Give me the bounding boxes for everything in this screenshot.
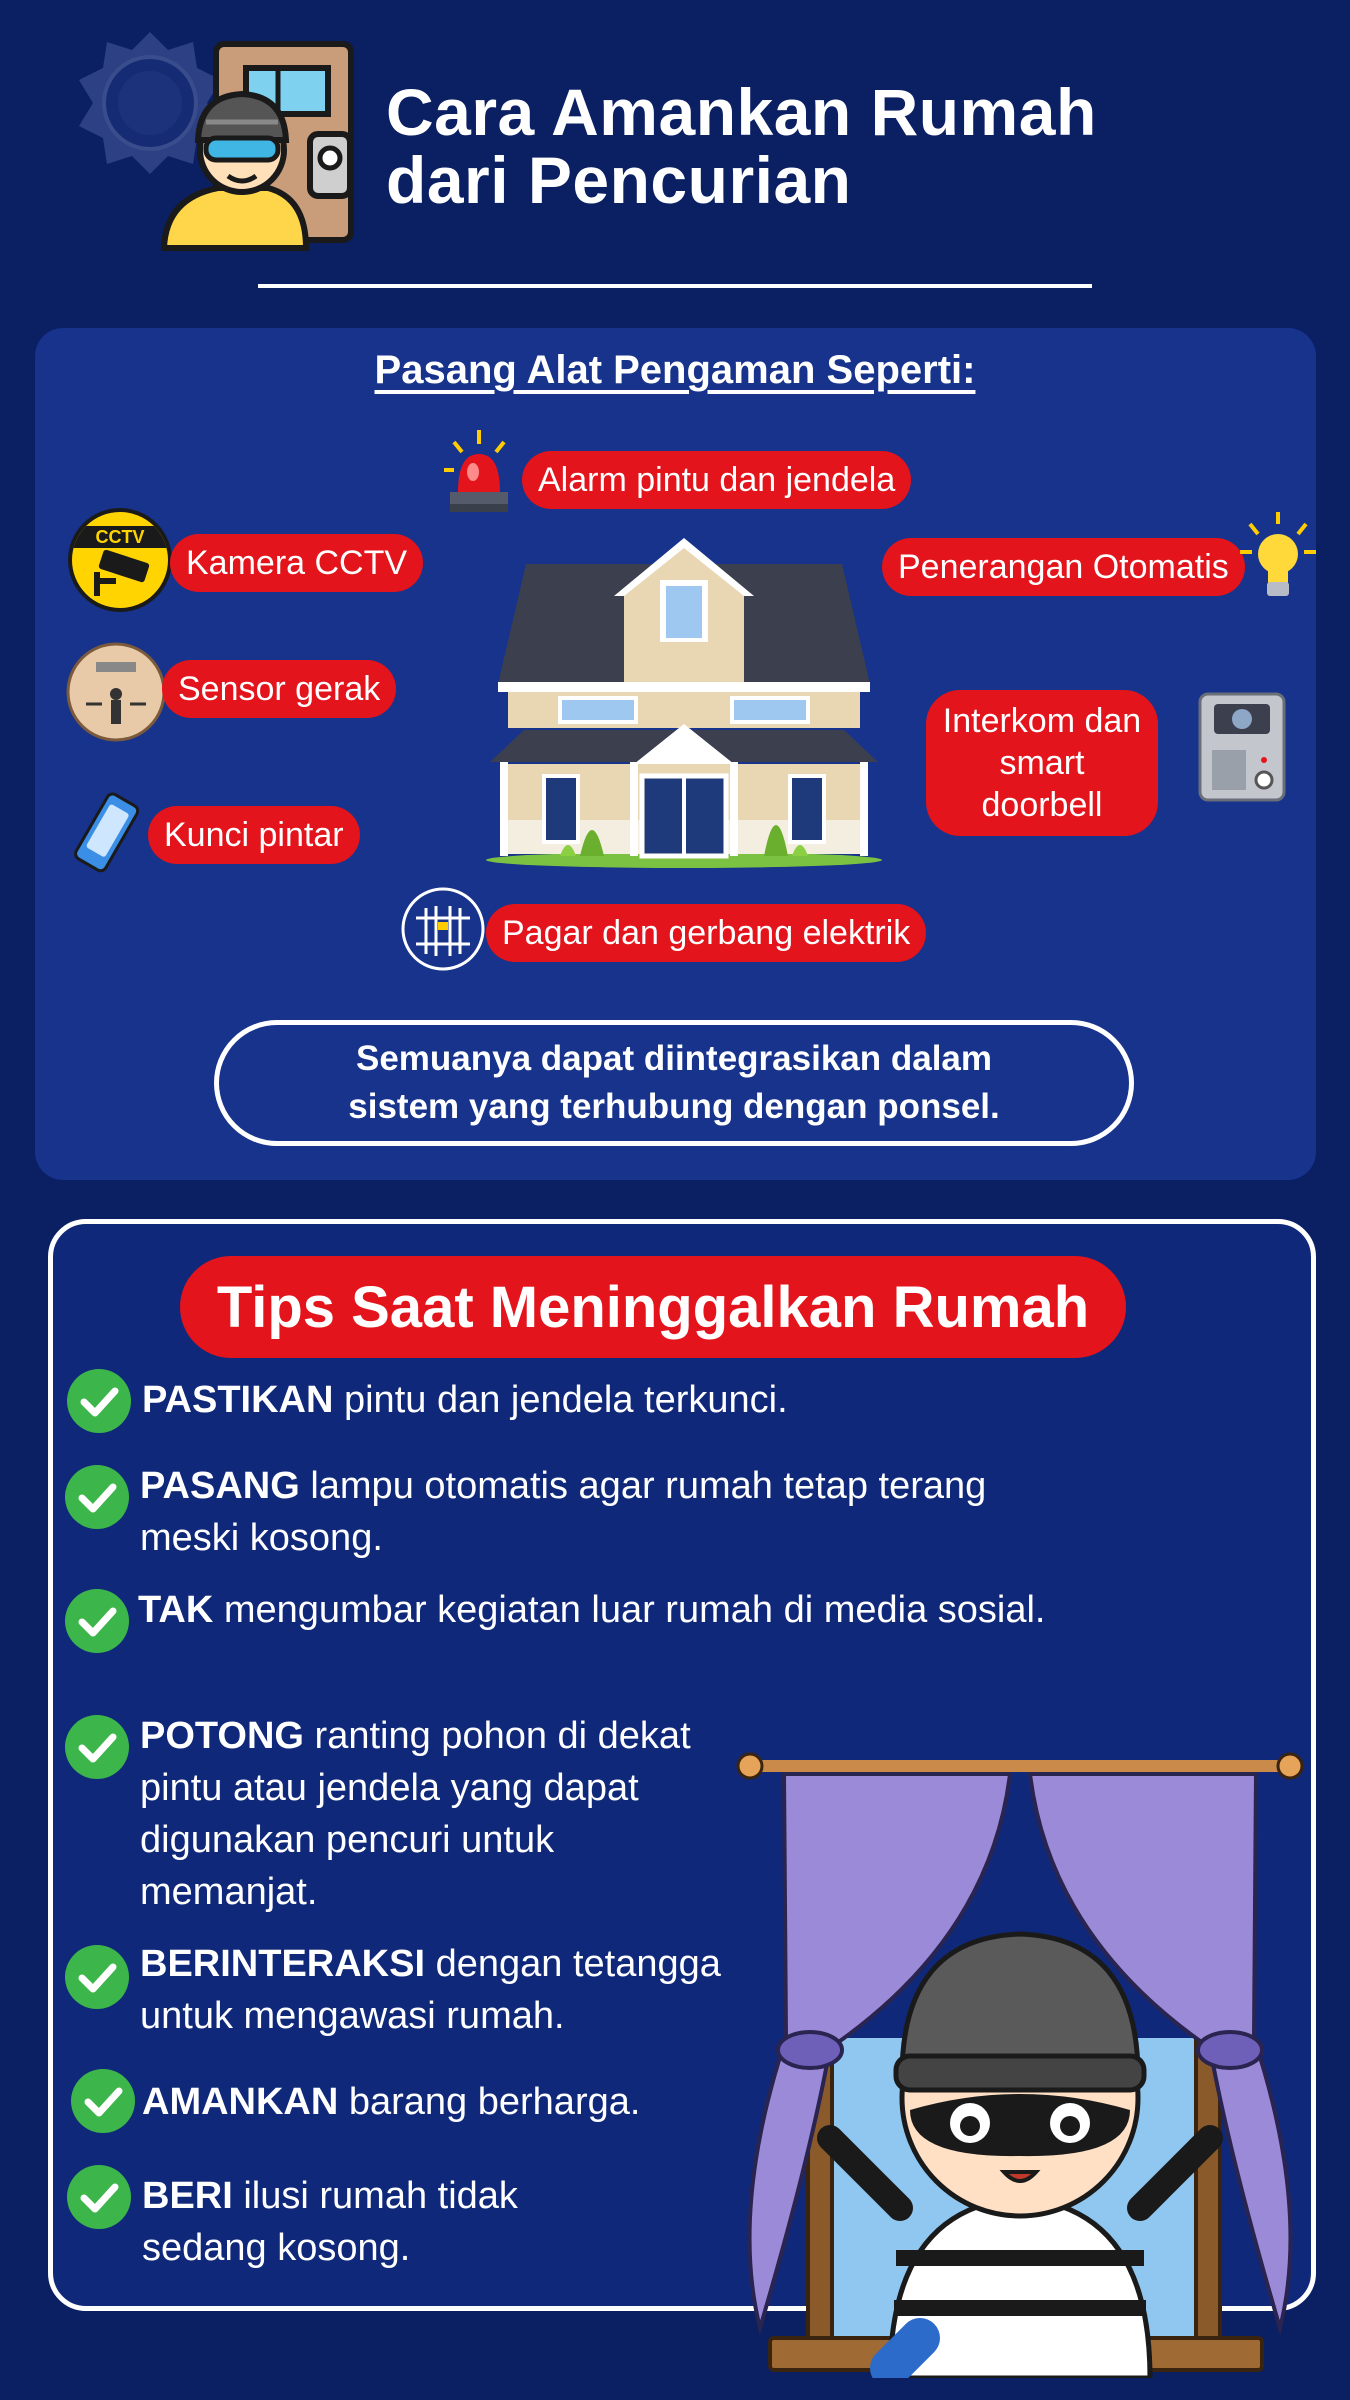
check-icon	[64, 1714, 130, 1785]
title-divider	[258, 284, 1092, 288]
check-icon	[64, 1464, 130, 1535]
cctv-label: Kamera CCTV	[170, 534, 423, 592]
tip-item	[142, 2170, 562, 2274]
burglar-door-icon	[158, 38, 373, 253]
tip-body: dengan tetangga untuk mengawasi rumah.	[140, 1943, 721, 2037]
note-line-2: sistem yang terhubung dengan ponsel.	[348, 1087, 1000, 1126]
title-line-1: Cara Amankan Rumah	[386, 75, 1097, 149]
tip-item	[140, 1710, 740, 1918]
tip-keyword: BERINTERAKSI	[140, 1943, 426, 1985]
tip-item	[142, 2076, 762, 2128]
tip-body: ilusi rumah tidak sedang kosong.	[142, 2175, 518, 2269]
motion-sensor-icon	[66, 642, 166, 742]
tip-body: mengumbar kegiatan luar rumah di media sosial.	[213, 1589, 1046, 1631]
cctv-icon	[68, 508, 172, 612]
alarm-label: Alarm pintu dan jendela	[522, 451, 911, 509]
note-line-1: Semuanya dapat diintegrasikan dalam	[355, 1039, 993, 1078]
cctv-icon-text: CCTV	[72, 526, 168, 548]
tip-body: ranting pohon di dekat pintu atau jendela yang dapat digunakan pencuri untuk memanjat.	[140, 1715, 691, 1913]
smart-lock-label: Kunci pintar	[148, 806, 360, 864]
motion-sensor-label: Sensor gerak	[162, 660, 396, 718]
check-icon	[66, 1368, 132, 1439]
devices-heading: Pasang Alat Pengaman Seperti:	[374, 348, 976, 392]
smart-lock-icon	[70, 790, 146, 874]
tip-item	[140, 1460, 1090, 1564]
gate-label: Pagar dan gerbang elektrik	[486, 904, 926, 962]
check-icon	[64, 1588, 130, 1659]
check-icon	[70, 2068, 136, 2139]
tip-keyword: POTONG	[140, 1715, 304, 1757]
title-line-2: dari Pencurian	[386, 143, 852, 217]
tip-item	[140, 1938, 780, 2042]
intercom-label-line-2: smart doorbell	[981, 744, 1103, 824]
intercom-label	[926, 690, 1158, 836]
tip-keyword: TAK	[138, 1589, 214, 1631]
tip-body: pintu dan jendela terkunci.	[333, 1379, 788, 1421]
tip-body: barang berharga.	[338, 2081, 641, 2123]
lighting-label: Penerangan Otomatis	[882, 538, 1245, 596]
check-icon	[64, 1944, 130, 2015]
intercom-label-line-1: Interkom dan	[942, 702, 1142, 740]
tip-keyword: PASANG	[140, 1465, 300, 1507]
house-illustration	[484, 534, 884, 870]
tip-item	[138, 1584, 1058, 1636]
tip-keyword: BERI	[142, 2175, 233, 2217]
thief-window-illustration	[690, 1738, 1350, 2378]
page-title	[386, 75, 1286, 217]
tip-keyword: PASTIKAN	[142, 1379, 334, 1421]
alarm-siren-icon	[444, 428, 514, 514]
tips-heading: Tips Saat Meninggalkan Rumah	[180, 1256, 1126, 1358]
integration-note	[214, 1020, 1134, 1146]
electric-gate-icon	[400, 886, 486, 972]
tip-body: lampu otomatis agar rumah tetap terang meski kosong.	[140, 1465, 987, 1559]
check-icon	[66, 2164, 132, 2235]
doorbell-icon	[1198, 692, 1286, 802]
light-bulb-icon	[1238, 510, 1318, 600]
tip-item	[142, 1374, 1122, 1426]
tip-keyword: AMANKAN	[142, 2081, 339, 2123]
